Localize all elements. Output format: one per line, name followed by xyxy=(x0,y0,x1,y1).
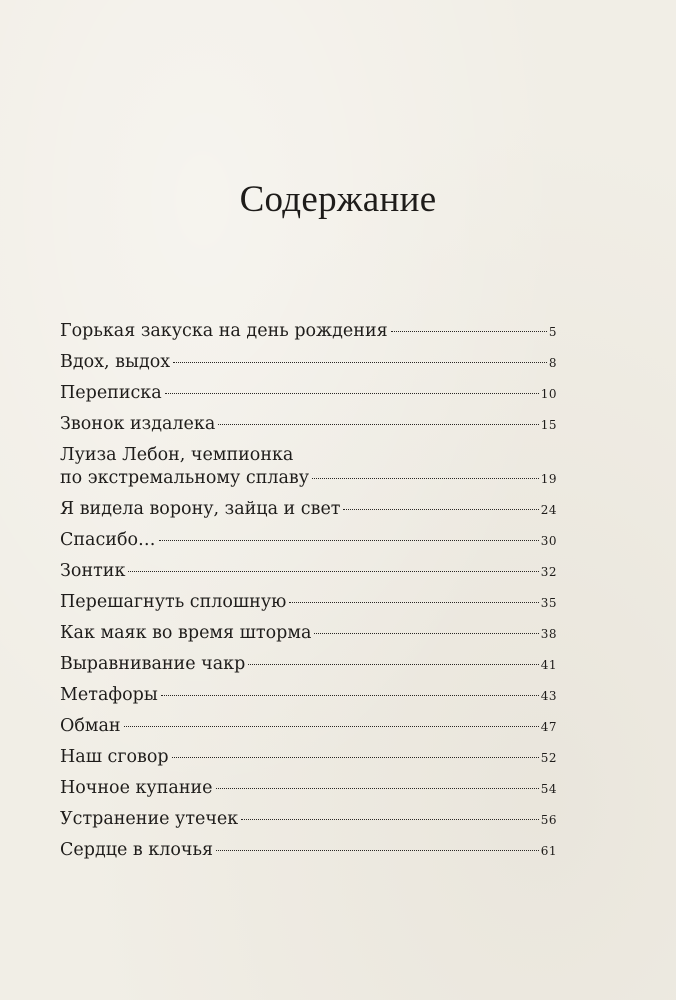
table-of-contents xyxy=(60,320,557,870)
dot-leader xyxy=(289,602,538,603)
toc-entry-page: 24 xyxy=(540,503,557,517)
toc-entry-title: Как маяк во время шторма xyxy=(60,623,312,643)
toc-entry[interactable] xyxy=(60,529,557,553)
toc-entry-page: 43 xyxy=(540,689,557,703)
dot-leader xyxy=(173,362,547,363)
dot-leader xyxy=(216,788,539,789)
toc-entry-title: Зонтик xyxy=(60,561,126,581)
toc-entry-page: 47 xyxy=(540,720,557,734)
toc-entry-page: 61 xyxy=(540,844,557,858)
toc-entry[interactable] xyxy=(60,808,557,832)
dot-leader xyxy=(124,726,539,727)
toc-entry-title: Перешагнуть сплошную xyxy=(60,592,287,612)
toc-entry-page: 35 xyxy=(540,596,557,610)
page-title: Содержание xyxy=(239,179,437,220)
toc-entry-page: 54 xyxy=(540,782,557,796)
toc-entry-title: Метафоры xyxy=(60,685,158,705)
dot-leader xyxy=(241,819,538,820)
toc-entry-page: 8 xyxy=(548,356,557,370)
toc-entry-title: Горькая закуска на день рождения xyxy=(60,321,388,341)
toc-entry-page: 10 xyxy=(540,387,557,401)
dot-leader xyxy=(248,664,538,665)
dot-leader xyxy=(161,695,539,696)
toc-entry-page: 56 xyxy=(540,813,557,827)
toc-entry[interactable] xyxy=(60,351,557,375)
dot-leader xyxy=(312,478,539,479)
toc-entry-title: Я видела ворону, зайца и свет xyxy=(60,499,341,519)
toc-entry[interactable] xyxy=(60,622,557,646)
toc-entry[interactable] xyxy=(60,413,557,437)
dot-leader xyxy=(343,509,538,510)
dot-leader xyxy=(172,757,539,758)
toc-entry-page: 52 xyxy=(540,751,557,765)
toc-entry-page: 38 xyxy=(540,627,557,641)
toc-entry-title: Выравнивание чакр xyxy=(60,654,246,674)
dot-leader xyxy=(391,331,547,332)
toc-entry-page: 30 xyxy=(540,534,557,548)
toc-entry[interactable] xyxy=(60,684,557,708)
dot-leader xyxy=(218,424,538,425)
toc-entry[interactable] xyxy=(60,382,557,406)
toc-entry[interactable] xyxy=(60,498,557,522)
toc-entry[interactable] xyxy=(60,746,557,770)
toc-entry-title: Наш сговор xyxy=(60,747,169,767)
toc-entry-title: Спасибо… xyxy=(60,530,156,550)
dot-leader xyxy=(216,850,539,851)
dot-leader xyxy=(159,540,539,541)
toc-entry-title: Устранение утечек xyxy=(60,809,239,829)
toc-entry-page: 5 xyxy=(548,325,557,339)
toc-entry-page: 32 xyxy=(540,565,557,579)
toc-entry-title: Обман xyxy=(60,716,121,736)
dot-leader xyxy=(314,633,538,634)
toc-entry[interactable] xyxy=(60,839,557,863)
toc-entry-page: 41 xyxy=(540,658,557,672)
toc-entry[interactable] xyxy=(60,444,557,491)
toc-entry[interactable] xyxy=(60,591,557,615)
toc-entry-title: Переписка xyxy=(60,383,162,403)
toc-entry-page: 15 xyxy=(540,418,557,432)
toc-entry-title-line1: Луиза Лебон, чемпионка xyxy=(60,445,294,465)
toc-entry-title: Сердце в клочья xyxy=(60,840,214,860)
toc-entry[interactable] xyxy=(60,560,557,584)
toc-entry-page: 19 xyxy=(540,472,557,486)
toc-entry-title: Ночное купание xyxy=(60,778,213,798)
toc-entry[interactable] xyxy=(60,777,557,801)
toc-entry-title: Вдох, выдох xyxy=(60,352,171,372)
toc-entry[interactable] xyxy=(60,715,557,739)
toc-entry[interactable] xyxy=(60,653,557,677)
toc-entry[interactable] xyxy=(60,320,557,344)
toc-entry-title: по экстремальному сплаву xyxy=(60,468,310,488)
dot-leader xyxy=(128,571,538,572)
dot-leader xyxy=(165,393,539,394)
toc-entry-title: Звонок издалека xyxy=(60,414,216,434)
